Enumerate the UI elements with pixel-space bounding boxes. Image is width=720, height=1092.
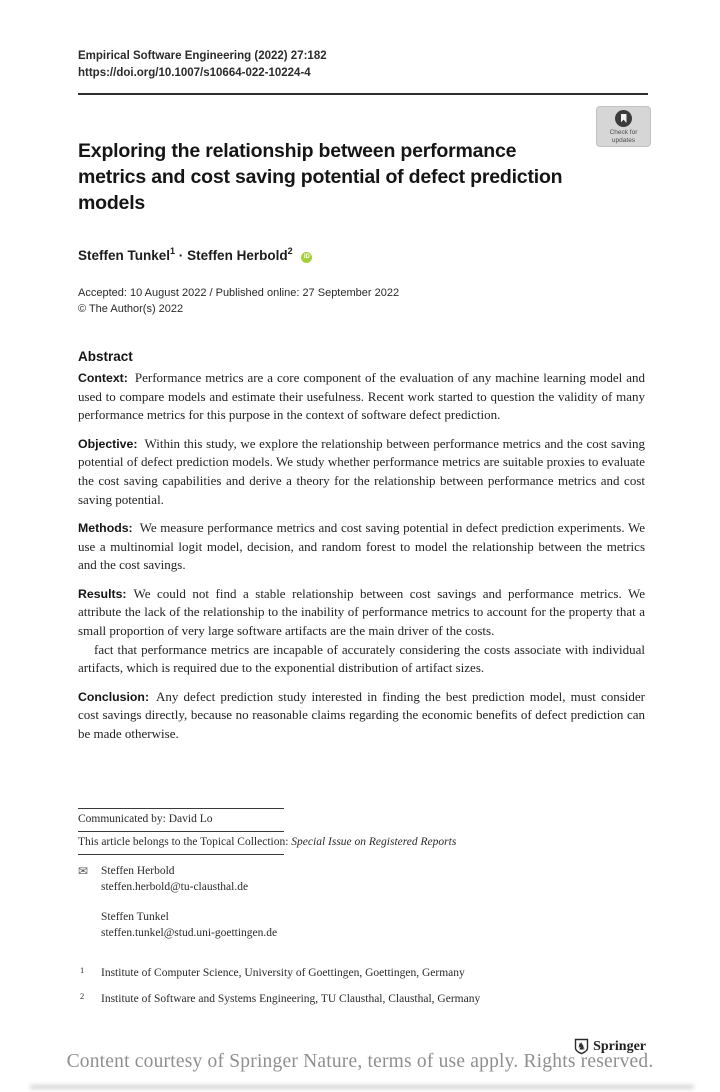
footnote-block: [78, 808, 645, 855]
contact-name: Steffen Herbold: [101, 865, 175, 877]
affiliation-ref: 2: [80, 991, 85, 1001]
author-2: Steffen Herbold$^2$: [187, 246, 293, 263]
contact-name: Steffen Tunkel: [101, 911, 169, 923]
abstract-paragraph-conclusion: [78, 688, 645, 744]
affiliation-2: [78, 992, 645, 1007]
abstract-paragraph-results: [78, 585, 645, 641]
author-separator: ·: [178, 248, 184, 263]
context-text: Performance metrics are a core component of the evaluation of any machine learning model and used to compare models and estimate their usefulness. Recent work started to question the validity of many performance metrics for this purpose in the context of software defect prediction.: [78, 370, 645, 423]
abstract-paragraph-methods: [78, 519, 645, 575]
results-text: We could not find a stable relationship between cost savings and performance metrics. We attribute the lack of the relationship to the inability of performance metrics to account for the property that a small proportion of very large software artifacts are the main driver of the costs.: [78, 585, 645, 638]
author-1: Steffen Tunkel$^1$: [78, 246, 176, 263]
check-updates-label: Check for updates: [609, 129, 638, 144]
abstract-heading: Abstract: [78, 349, 133, 364]
content-courtesy-watermark: Content courtesy of Springer Nature, terms of use apply. Rights reserved.: [66, 1051, 654, 1072]
springer-wordmark: Springer: [593, 1038, 646, 1054]
svg-text:♞: ♞: [577, 1041, 587, 1053]
doi-link[interactable]: https://doi.org/10.1007/s10664-022-10224-4: [78, 67, 311, 79]
abstract-section: [78, 349, 645, 753]
publication-dates: [78, 285, 399, 317]
contact-email[interactable]: steffen.tunkel@stud.uni-goettingen.de: [101, 927, 278, 939]
conclusion-text: Any defect prediction study interested in finding the best prediction model, must consider cost savings directly, because no reasonable claims regarding the economic benefits of defect prediction can be made otherwise.: [78, 688, 645, 741]
affiliation-ref: 1: [80, 965, 85, 975]
corresponding-authors: [78, 863, 277, 955]
abstract-paragraph-objective: [78, 435, 645, 510]
journal-citation: Empirical Software Engineering (2022) 27:182: [78, 50, 327, 62]
authors-line: [78, 246, 312, 263]
contact-herbold: [78, 863, 277, 895]
accepted-published-line: Accepted: 10 August 2022 / Published online: 27 September 2022: [78, 287, 400, 299]
author-2-affiliation-ref: 2: [287, 246, 293, 256]
affiliation-1: [78, 966, 645, 981]
results-continuation: fact that performance metrics are incapable of accurately considering the costs associate with individual artifacts, which is required due to the exponential distribution of artifact sizes.: [78, 641, 645, 676]
affiliations: [78, 966, 645, 1018]
orcid-icon[interactable]: iD: [301, 252, 312, 263]
conclusion-label: Conclusion:: [78, 689, 150, 704]
page-title: Exploring the relationship between performance metrics and cost saving potential of defect prediction models: [78, 140, 563, 214]
journal-header: [78, 48, 327, 82]
copyright-line: © The Author(s) 2022: [78, 303, 184, 315]
topical-collection-name: Special Issue on Registered Reports: [291, 836, 457, 848]
communicated-by-line: Communicated by: David Lo: [78, 813, 213, 825]
contact-tunkel: [78, 909, 277, 941]
header-divider: [78, 93, 648, 95]
results-label: Results:: [78, 586, 127, 601]
objective-label: Objective:: [78, 436, 138, 451]
bookmark-icon: [621, 114, 627, 123]
topical-collection-line: [78, 832, 645, 854]
methods-text: We measure performance metrics and cost saving potential in defect prediction experiments. We use a multinomial logit model, decision, and random forest to model the relationship between the metrics and the cost savings.: [78, 519, 645, 573]
topical-prefix: This article belongs to the Topical Collection:: [78, 836, 292, 848]
contact-email[interactable]: steffen.herbold@tu-clausthal.de: [101, 881, 249, 893]
check-updates-icon: [615, 110, 632, 127]
author-1-affiliation-ref: 1: [170, 246, 176, 256]
methods-label: Methods:: [78, 520, 133, 535]
affiliation-text: Institute of Computer Science, University of Goettingen, Goettingen, Germany: [101, 967, 465, 979]
next-page-edge: [30, 1085, 694, 1089]
affiliation-text: Institute of Software and Systems Engineering, TU Clausthal, Clausthal, Germany: [101, 993, 481, 1005]
footnote-divider: [78, 854, 284, 855]
context-label: Context:: [78, 371, 128, 385]
abstract-paragraph-context: [78, 369, 645, 425]
check-for-updates-badge[interactable]: [596, 106, 651, 147]
envelope-icon: ✉: [78, 864, 89, 878]
objective-text: Within this study, we explore the relationship between performance metrics and the cost saving potential of defect prediction models. We study whether performance metrics are suitable proxies to evaluate the cost saving capabilities and derive a theory for the relationship between performance metrics and cost saving potential.: [78, 435, 645, 507]
